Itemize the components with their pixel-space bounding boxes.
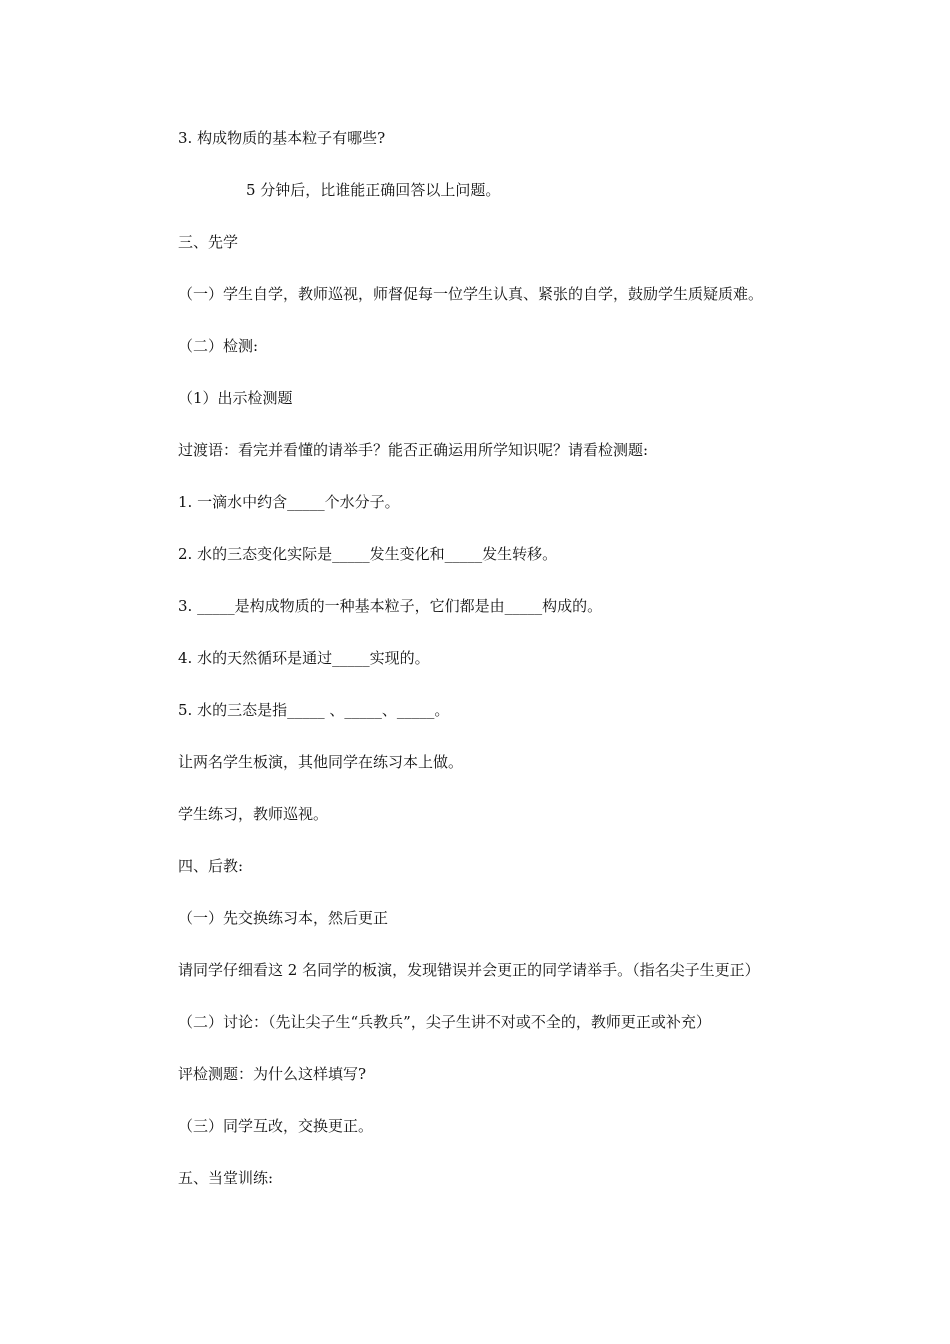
section-heading-training: 五、当堂训练: [178,1169,274,1187]
paragraph-check-board: 请同学仔细看这 2 名同学的板演，发现错误并会更正的同学请举手。（指名尖子生更正） [178,961,760,979]
test-item-5: 5. 水的三态是指_____ 、_____、_____。 [178,701,450,719]
paragraph-practice: 学生练习，教师巡视。 [178,805,329,823]
paragraph-self-study: （一）学生自学，教师巡视，师督促每一位学生认真、紧张的自学，鼓励学生质疑质难。 [178,285,764,303]
paragraph-board-demo: 让两名学生板演，其他同学在练习本上做。 [178,753,464,771]
question-3-text: 3. 构成物质的基本粒子有哪些? [178,129,386,147]
instruction-text: 5 分钟后，比谁能正确回答以上问题。 [246,181,501,199]
section-heading-houjiao: 四、后教: [178,857,244,875]
subheading-test: （二）检测: [178,337,259,355]
subheading-peer-correct: （三）同学互改，交换更正。 [178,1117,374,1135]
subheading-show-test: （1）出示检测题 [178,389,293,407]
test-item-3: 3. _____是构成物质的一种基本粒子，它们都是由_____构成的。 [178,597,603,615]
subheading-discussion: （二）讨论：（先让尖子生“兵教兵”，尖子生讲不对或不全的，教师更正或补充） [178,1013,711,1031]
test-item-2: 2. 水的三态变化实际是_____发生变化和_____发生转移。 [178,545,558,563]
test-item-4: 4. 水的天然循环是通过_____实现的。 [178,649,430,667]
paragraph-review: 评检测题：为什么这样填写? [178,1065,367,1083]
test-item-1: 1. 一滴水中约含_____个水分子。 [178,493,400,511]
transition-text: 过渡语：看完并看懂的请举手？能否正确运用所学知识呢？请看检测题: [178,441,649,459]
section-heading-xianxue: 三、先学 [178,233,239,251]
subheading-exchange: （一）先交换练习本，然后更正 [178,909,389,927]
